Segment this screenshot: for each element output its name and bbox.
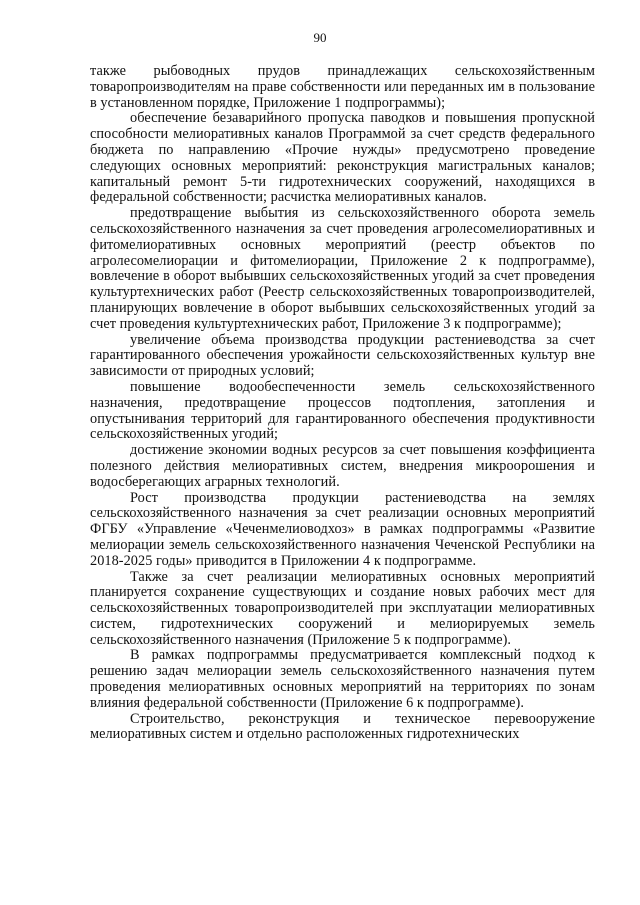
paragraph: достижение экономии водных ресурсов за счет повышения коэффициента полезного действия мелиоративных систем, внедрения микроорошения и водосберегающих аграрных технологий.: [90, 442, 595, 490]
page-number: 90: [313, 30, 327, 45]
paragraph: обеспечение безаварийного пропуска паводков и повышения пропускной способности мелиоративных каналов Программой за счет средств федерального бюджета по направлению «Прочие нужды» предусмотрено проведение следующих основных мероприятий: реконструкция магистральных каналов; капитальный ремонт 5-ти гидротехнических сооружений, находящихся в федеральной собственности; расчистка мелиоративных каналов.: [90, 110, 595, 206]
paragraph: Строительство, реконструкция и техническое перевооружение мелиоративных систем и отдельно расположенных гидротехнических: [90, 710, 595, 743]
paragraph: В рамках подпрограммы предусматривается комплексный подход к решению задач мелиорации земель сельскохозяйственного назначения путем проведения мелиоративных основных мероприятий на территориях по зонам влияния федеральной собственности (Приложение 6 к подпрограмме).: [90, 647, 595, 711]
paragraph: Рост производства продукции растениеводства на землях сельскохозяйственного назначения за счет реализации основных мероприятий ФГБУ «Управление «Чеченмелиоводхоз» в рамках подпрограммы «Развитие мелиорации земель сельскохозяйственного назначения Чеченской Республики на 2018-2025 годы» приводится в Приложении 4 к подпрограмме.: [90, 489, 595, 569]
paragraph: увеличение объема производства продукции растениеводства за счет гарантированного обеспечения урожайности сельскохозяйственных культур вне зависимости от природных условий;: [90, 331, 595, 380]
body-text: [90, 64, 595, 743]
paragraph: предотвращение выбытия из сельскохозяйственного оборота земель сельскохозяйственного назначения за счет проведения агролесомелиоративных и фитомелиоративных основных мероприятий (реестр объектов по агролесомелиорации и фитомелиорации, Приложение 2 к подпрограмме), вовлечение в оборот выбывших сельскохозяйственных угодий за счет проведения культуртехнических работ (Реестр сельскохозяйственных товаропроизводителей, планирующих вовлечение в оборот выбывших сельскохозяйственных угодий за счет проведения культуртехнических работ, Приложение 3 к подпрограмме);: [90, 205, 595, 332]
paragraph: повышение водообеспеченности земель сельскохозяйственного назначения, предотвращение процессов подтопления, затопления и опустынивания территорий для гарантированного обеспечения продуктивности сельскохозяйственных угодий;: [90, 378, 595, 443]
paragraph: Также за счет реализации мелиоративных основных мероприятий планируется сохранение существующих и создание новых рабочих мест для сельскохозяйственных товаропроизводителей при эксплуатации мелиоративных систем, гидротехнических сооружений и мелиорируемых земель сельскохозяйственного назначения (Приложение 5 к подпрограмме).: [90, 568, 595, 648]
paragraph: также рыбоводных прудов принадлежащих сельскохозяйственным товаропроизводителям на праве собственности или переданных им в пользование в установленном порядке, Приложение 1 подпрограммы);: [90, 63, 595, 111]
